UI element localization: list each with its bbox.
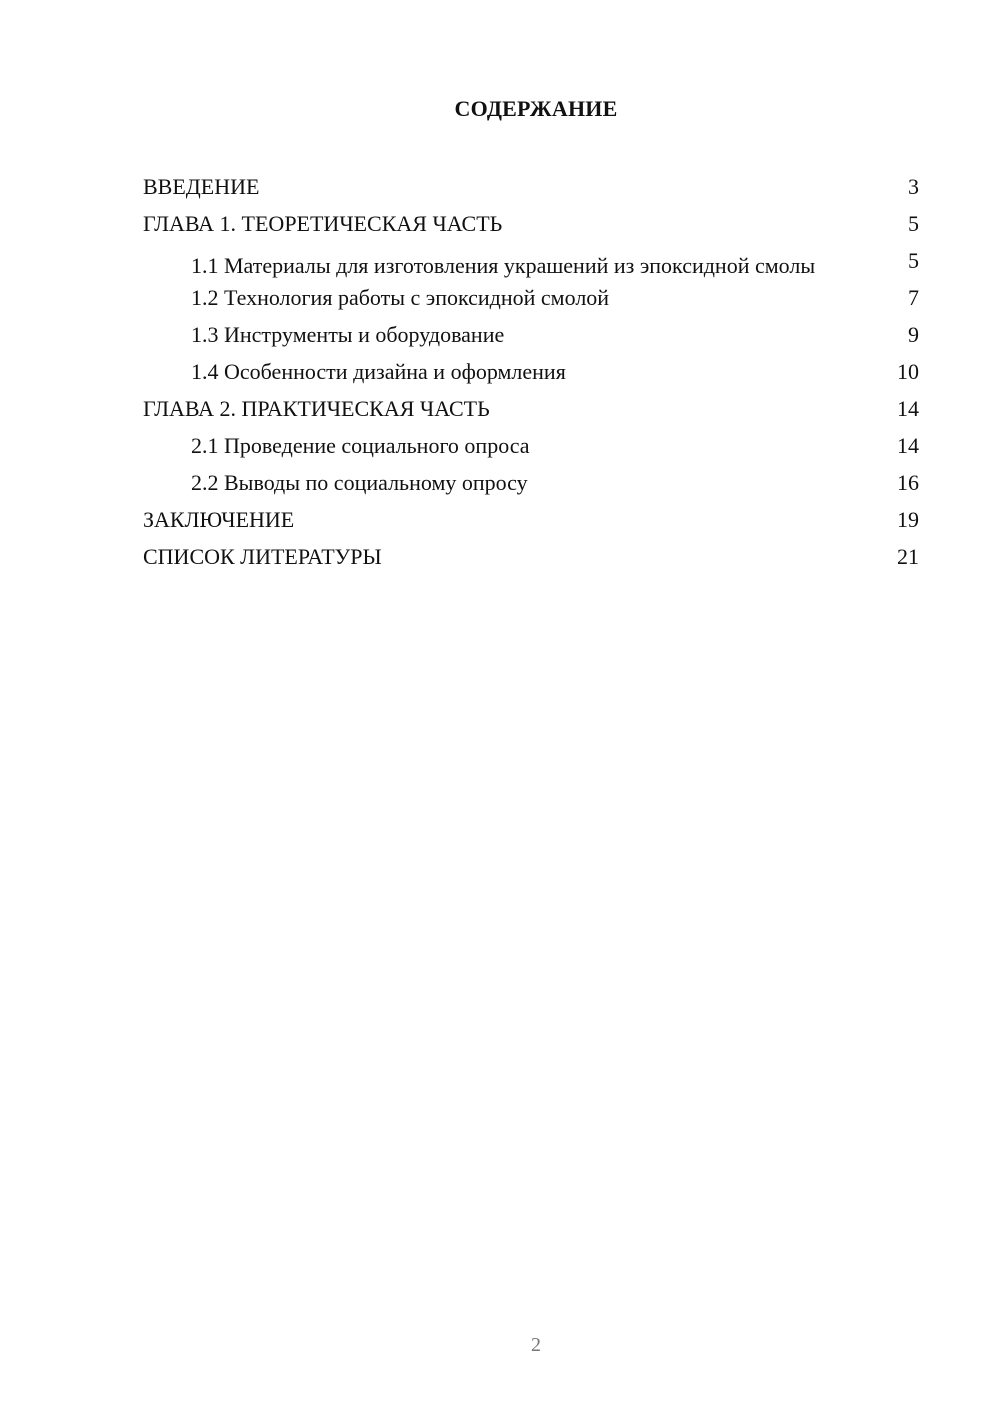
toc-entry-label: ВВЕДЕНИЕ	[143, 174, 260, 199]
page-number: 2	[531, 1334, 541, 1356]
toc-entry-section-2-1[interactable]	[143, 427, 919, 464]
toc-entry-label: 1.2 Технология работы с эпоксидной смолой	[191, 285, 610, 310]
toc-entry-label: СПИСОК ЛИТЕРАТУРЫ	[143, 544, 382, 569]
toc-entry-references[interactable]	[143, 538, 919, 575]
toc-entry-page-number: 16	[897, 470, 919, 495]
toc-entry-page-number: 5	[908, 248, 919, 273]
toc-entry-label: ЗАКЛЮЧЕНИЕ	[143, 507, 295, 532]
toc-entry-section-2-2[interactable]	[143, 464, 919, 501]
toc-entry-page-number: 21	[897, 544, 919, 569]
toc-entry-label: 2.2 Выводы по социальному опросу	[191, 470, 528, 495]
toc-entry-section-1-2[interactable]	[143, 279, 919, 316]
toc-entry-page-number: 10	[897, 359, 919, 384]
toc-entry-section-1-1[interactable]	[143, 242, 919, 279]
toc-entry-page-number: 5	[908, 211, 919, 236]
table-of-contents	[143, 168, 919, 575]
toc-entry-page-number: 7	[908, 285, 919, 310]
toc-entry-label: ГЛАВА 2. ПРАКТИЧЕСКАЯ ЧАСТЬ	[143, 396, 490, 421]
toc-entry-page-number: 19	[897, 507, 919, 532]
toc-entry-label: 2.1 Проведение социального опроса	[191, 433, 530, 458]
toc-entry-chapter-1[interactable]	[143, 205, 919, 242]
toc-entry-chapter-2[interactable]	[143, 390, 919, 427]
toc-entry-section-1-3[interactable]	[143, 316, 919, 353]
toc-entry-label: 1.3 Инструменты и оборудование	[191, 322, 505, 347]
toc-entry-label: 1.4 Особенности дизайна и оформления	[191, 359, 566, 384]
toc-entry-page-number: 14	[897, 433, 919, 458]
toc-entry-page-number: 14	[897, 396, 919, 421]
toc-entry-label: 1.1 Материалы для изготовления украшений из эпоксидной смолы	[191, 253, 816, 278]
toc-entry-conclusion[interactable]	[143, 501, 919, 538]
toc-heading: СОДЕРЖАНИЕ	[454, 96, 618, 121]
toc-entry-introduction[interactable]	[143, 168, 919, 205]
toc-entry-label: ГЛАВА 1. ТЕОРЕТИЧЕСКАЯ ЧАСТЬ	[143, 211, 503, 236]
toc-entry-page-number: 9	[908, 322, 919, 347]
toc-entry-page-number: 3	[908, 174, 919, 199]
toc-entry-section-1-4[interactable]	[143, 353, 919, 390]
